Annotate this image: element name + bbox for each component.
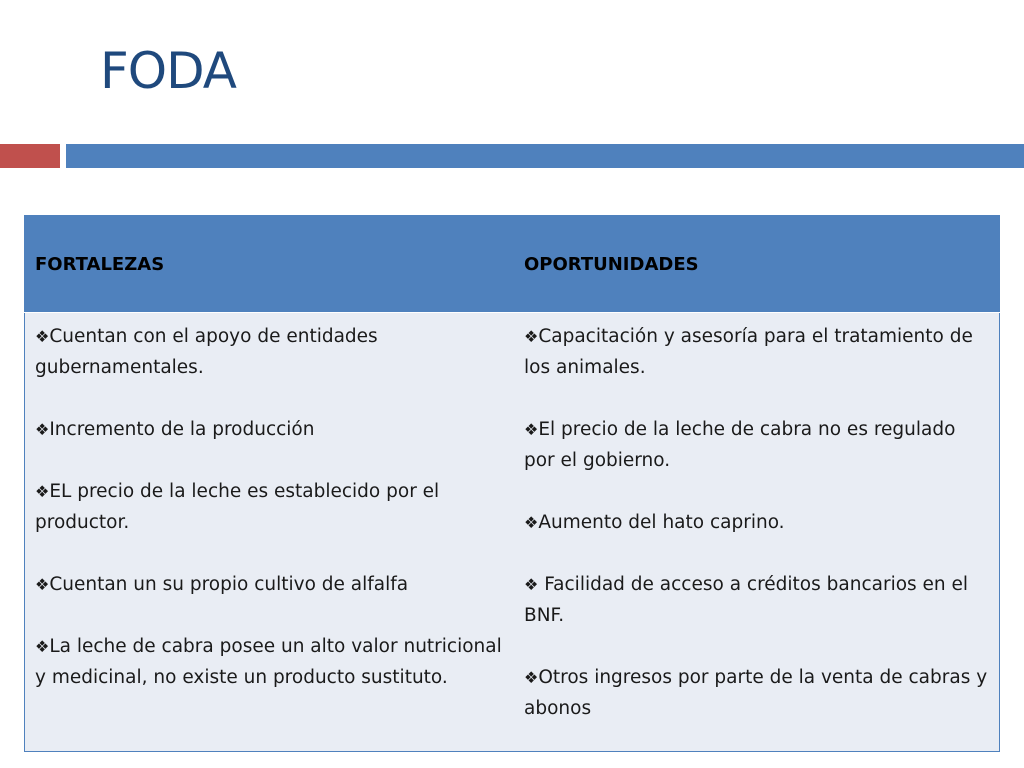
list-item-text: Cuentan un su propio cultivo de alfalfa [49, 574, 409, 595]
list-item-text: Facilidad de acceso a créditos bancarios en el BNF. [524, 574, 969, 626]
diamond-bullet-icon: ❖ [35, 482, 50, 501]
diamond-bullet-icon: ❖ [524, 668, 539, 687]
diamond-bullet-icon: ❖ [35, 575, 50, 594]
accent-bar-red [0, 144, 60, 168]
diamond-bullet-icon: ❖ [524, 420, 539, 439]
diamond-bullet-icon: ❖ [524, 327, 539, 346]
list-item [524, 569, 989, 631]
list-item [35, 569, 502, 600]
diamond-bullet-icon: ❖ [35, 637, 50, 656]
accent-bar-blue [66, 144, 1024, 168]
list-item-text: El precio de la leche de cabra no es regulado por el gobierno. [524, 419, 956, 471]
list-item-text: Otros ingresos por parte de la venta de cabras y abonos [524, 667, 988, 719]
list-item-text: Capacitación y asesoría para el tratamiento de los animales. [524, 326, 973, 378]
list-item [524, 414, 989, 476]
list-item-text: Aumento del hato caprino. [538, 512, 785, 533]
list-item-text: Cuentan con el apoyo de entidades gubernamentales. [35, 326, 378, 378]
list-item [35, 631, 502, 693]
list-item [35, 321, 502, 383]
diamond-bullet-icon: ❖ [35, 420, 50, 439]
diamond-bullet-icon: ❖ [524, 513, 539, 532]
list-item-text: Incremento de la producción [49, 419, 315, 440]
slide-title: FODA [100, 42, 236, 100]
list-item-text: La leche de cabra posee un alto valor nutricional y medicinal, no existe un producto sustituto. [35, 636, 502, 688]
header-oportunidades: OPORTUNIDADES [512, 216, 1000, 313]
table-body-row [25, 313, 1000, 752]
list-item [35, 414, 502, 445]
diamond-bullet-icon: ❖ [35, 327, 50, 346]
list-item [35, 476, 502, 538]
list-item [524, 662, 989, 724]
fortalezas-cell [25, 313, 513, 752]
header-fortalezas: FORTALEZAS [25, 216, 513, 313]
list-item [524, 507, 989, 538]
oportunidades-cell [512, 313, 1000, 752]
list-item-text: EL precio de la leche es establecido por el productor. [35, 481, 440, 533]
table-header-row [25, 216, 1000, 313]
foda-table [24, 215, 1000, 752]
diamond-bullet-icon: ❖ [524, 575, 539, 594]
list-item [524, 321, 989, 383]
